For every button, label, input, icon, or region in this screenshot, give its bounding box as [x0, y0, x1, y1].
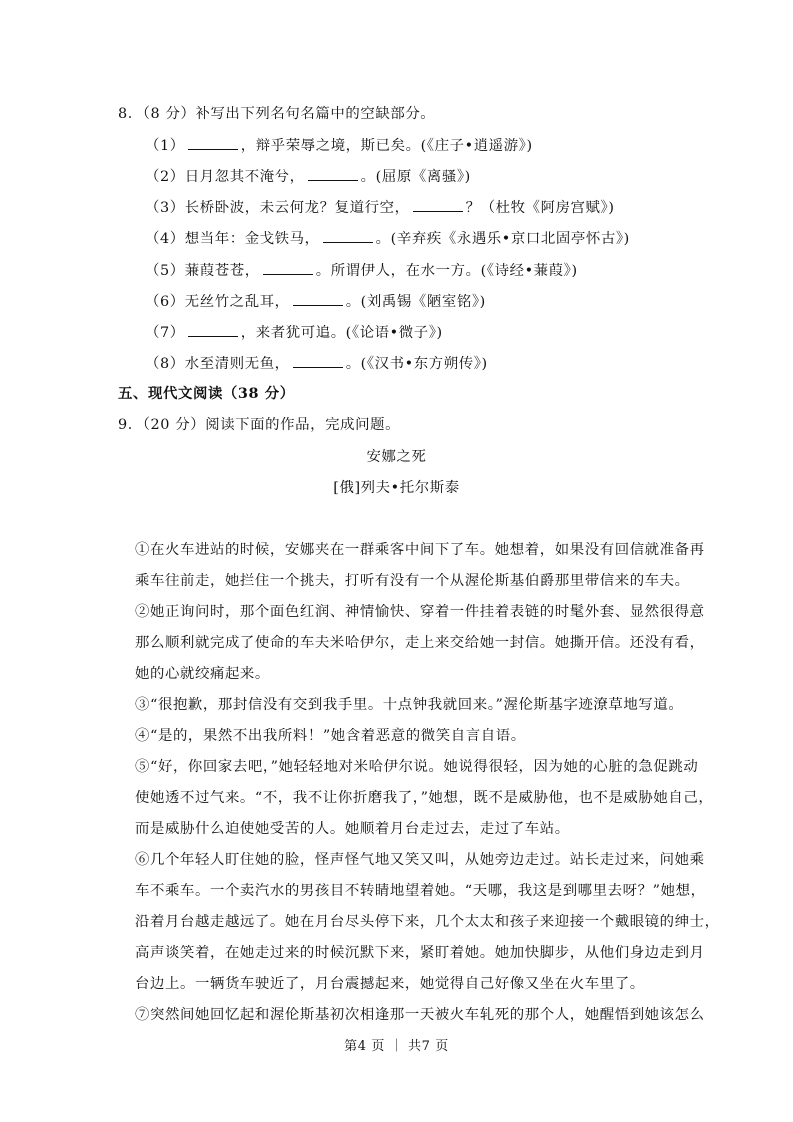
question-8-header: 8．（8 分）补写出下列名句名篇中的空缺部分。	[118, 106, 436, 122]
answer-blank[interactable]	[188, 135, 238, 150]
q8-item-5: （5）蒹葭苍苍， 。所谓伊人，在水一方。(《诗经•蒹葭》)	[145, 260, 578, 281]
answer-blank[interactable]	[263, 260, 313, 275]
q8-item-4: （4）想当年：金戈铁马， 。(辛弃疾《永遇乐•京口北固亭怀古》)	[145, 228, 630, 249]
article-author: [俄]列夫•托尔斯泰	[333, 480, 460, 496]
passage-line: 乘车往前走，她拦住一个挑夫，打听有没有一个从渥伦斯基伯爵那里带信来的车夫。	[135, 573, 690, 589]
passage-line: 她的心就绞痛起来。	[135, 666, 270, 682]
passage-line: 使她透不过气来。“不，我不让你折磨我了，”她想，既不是威胁他，也不是威胁她自己，	[135, 790, 714, 806]
passage-line: ③“很抱歉，那封信没有交到我手里。十点钟我就回来。”渥伦斯基字迹潦草地写道。	[135, 697, 684, 713]
q8-item-6: （6）无丝竹之乱耳， 。(刘禹锡《陋室铭》)	[145, 291, 486, 312]
answer-blank[interactable]	[413, 197, 463, 212]
q8-item-8: （8）水至清则无鱼， 。(《汉书•东方朔传》)	[145, 353, 488, 374]
passage-line: 高声谈笑着，在她走过来的时候沉默下来，紧盯着她。她加快脚步，从他们身边走到月	[135, 945, 705, 961]
page-footer: 第4 页 ｜ 共7 页	[344, 1039, 449, 1054]
passage-line: ④“是的，果然不出我所料！”她含着恶意的微笑自言自语。	[135, 728, 526, 744]
q8-item-1: （1） ，辩乎荣辱之境，斯已矣。(《庄子•逍遥游》)	[145, 135, 533, 156]
answer-blank[interactable]	[293, 291, 343, 306]
passage-line: ⑦突然间她回忆起和渥伦斯基初次相逢那一天被火车轧死的那个人，她醒悟到她该怎么	[135, 1007, 705, 1023]
passage-line: ②她正询问时，那个面色红润、神情愉快、穿着一件挂着表链的时髦外套、显然很得意	[135, 604, 705, 620]
q8-item-2: （2）日月忽其不淹兮， 。(屈原《离骚》)	[145, 166, 471, 187]
question-9-header: 9．（20 分）阅读下面的作品，完成问题。	[118, 417, 401, 433]
q8-item-7: （7） ，来者犹可追。(《论语•微子》)	[145, 322, 443, 343]
answer-blank[interactable]	[308, 166, 358, 181]
article-title: 安娜之死	[366, 449, 427, 465]
passage-line: ⑤“好，你回家去吧，”她轻轻地对米哈伊尔说。她说得很轻，因为她的心脏的急促跳动	[135, 759, 699, 775]
passage-line: ⑥几个年轻人盯住她的脸，怪声怪气地又笑又叫，从她旁边走过。站长走过来，问她乘	[135, 852, 705, 868]
q8-item-3: （3）长桥卧波，未云何龙？复道行空， ？（杜牧《阿房宫赋》)	[145, 197, 615, 218]
passage-line: 而是威胁什么迫使她受苦的人。她顺着月台走过去，走过了车站。	[135, 821, 570, 837]
passage-line: 那么顺利就完成了使命的车夫米哈伊尔，走上来交给她一封信。她撕开信。还没有看，	[135, 635, 705, 651]
section-heading: 五、现代文阅读（38 分）	[118, 385, 295, 402]
answer-blank[interactable]	[188, 322, 238, 337]
passage-line: 台边上。一辆货车驶近了，月台震撼起来，她觉得自己好像又坐在火车里了。	[135, 976, 645, 992]
passage-line: 沿着月台越走越远了。她在月台尽头停下来，几个太太和孩子来迎接一个戴眼镜的绅士，	[135, 914, 720, 930]
answer-blank[interactable]	[323, 228, 373, 243]
passage-line: ①在火车进站的时候，安娜夹在一群乘客中间下了车。她想着，如果没有回信就准备再	[135, 542, 705, 558]
passage-line: 车不乘车。一个卖汽水的男孩目不转睛地望着她。“天哪，我这是到哪里去呀？”她想，	[135, 883, 706, 899]
answer-blank[interactable]	[293, 353, 343, 368]
